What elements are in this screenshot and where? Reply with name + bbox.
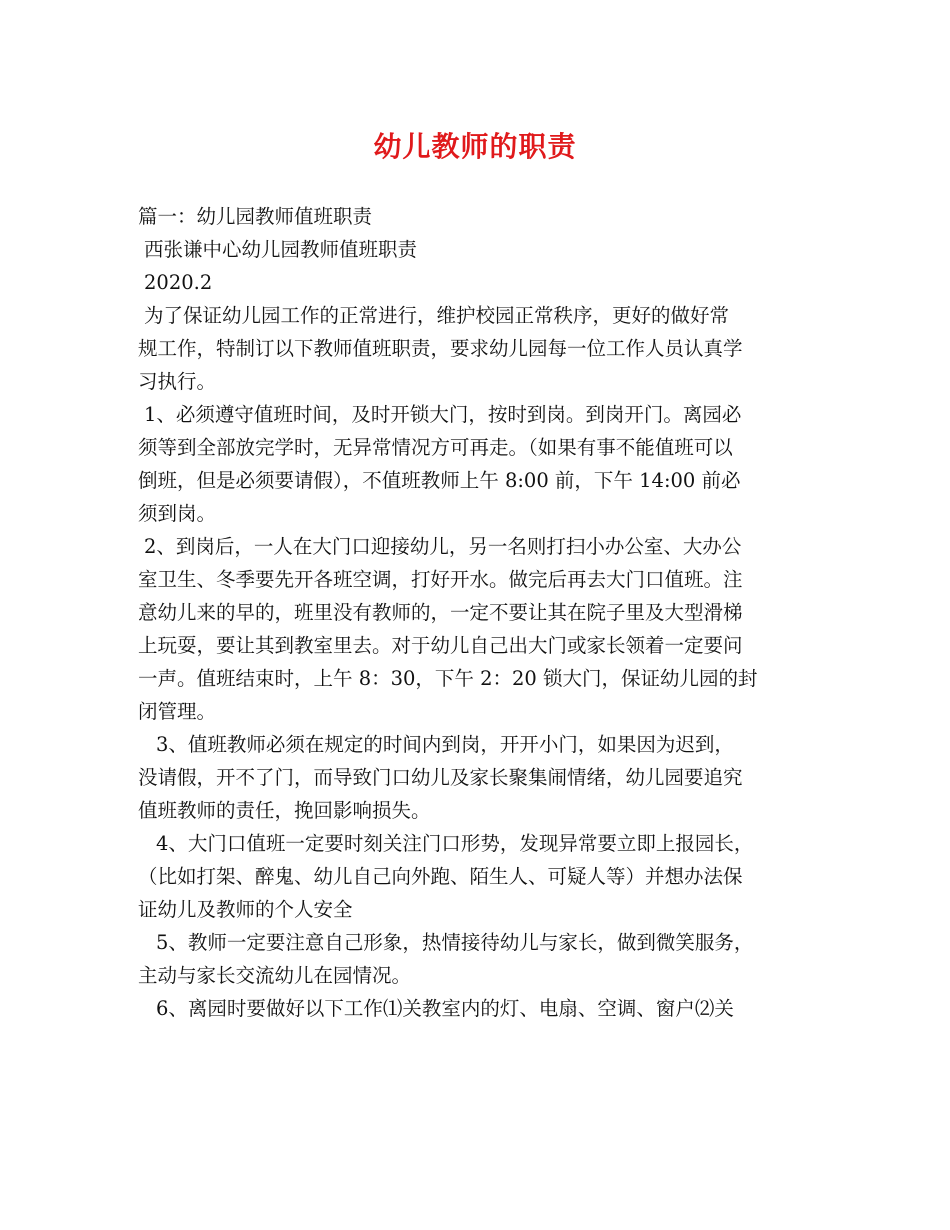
paragraph-line: 西张谦中心幼儿园教师值班职责 (144, 238, 418, 261)
paragraph-line: 3、值班教师必须在规定的时间内到岗，开开小门，如果因为迟到， (156, 733, 734, 756)
paragraph-line: 主动与家长交流幼儿在园情况。 (138, 964, 412, 987)
paragraph-line: 闭管理。 (138, 700, 217, 723)
paragraph-line: 1、必须遵守值班时间，及时开锁大门，按时到岗。到岗开门。离园必 (144, 403, 742, 426)
paragraph-line: 规工作，特制订以下教师值班职责，要求幼儿园每一位工作人员认真学 (138, 337, 743, 360)
paragraph-line: 值班教师的责任，挽回影响损失。 (138, 799, 431, 822)
paragraph-line: 室卫生、冬季要先开各班空调，打好开水。做完后再去大门口值班。注 (138, 568, 743, 591)
document-title: 幼儿教师的职责 (373, 130, 577, 163)
paragraph-line: 须等到全部放完学时，无异常情况方可再走。（如果有事不能值班可以 (138, 436, 733, 459)
paragraph-line: 2、到岗后，一人在大门口迎接幼儿，另一名则打扫小办公室、大办公 (144, 535, 742, 558)
paragraph-line: 4、大门口值班一定要时刻关注门口形势，发现异常要立即上报园长， (156, 832, 754, 855)
paragraph-line: 意幼儿来的早的，班里没有教师的，一定不要让其在院子里及大型滑梯 (138, 601, 743, 624)
paragraph-line: （比如打架、醉鬼、幼儿自己向外跑、陌生人、可疑人等）并想办法保 (138, 865, 743, 888)
document-body (138, 200, 828, 1025)
paragraph-line: 习执行。 (138, 370, 217, 393)
paragraph-line: 篇一：幼儿园教师值班职责 (138, 205, 373, 228)
paragraph-line: 须到岗。 (138, 502, 217, 525)
paragraph-line: 倒班，但是必须要请假），不值班教师上午 8:00 前，下午 14:00 前必 (138, 469, 741, 492)
paragraph-line: 上玩耍，要让其到教室里去。对于幼儿自己出大门或家长领着一定要问 (138, 634, 743, 657)
paragraph-line: 证幼儿及教师的个人安全 (138, 898, 353, 921)
paragraph-line: 一声。值班结束时，上午 8：30，下午 2：20 锁大门，保证幼儿园的封 (138, 667, 758, 690)
paragraph-line: 5、教师一定要注意自己形象，热情接待幼儿与家长，做到微笑服务， (156, 931, 754, 954)
paragraph-line: 2020.2 (144, 271, 213, 294)
paragraph-line: 没请假，开不了门，而导致门口幼儿及家长聚集闹情绪，幼儿园要追究 (138, 766, 743, 789)
paragraph-line: 6、离园时要做好以下工作⑴关教室内的灯、电扇、空调、窗户⑵关 (156, 997, 734, 1020)
paragraph-line: 为了保证幼儿园工作的正常进行，维护校园正常秩序，更好的做好常 (144, 304, 730, 327)
